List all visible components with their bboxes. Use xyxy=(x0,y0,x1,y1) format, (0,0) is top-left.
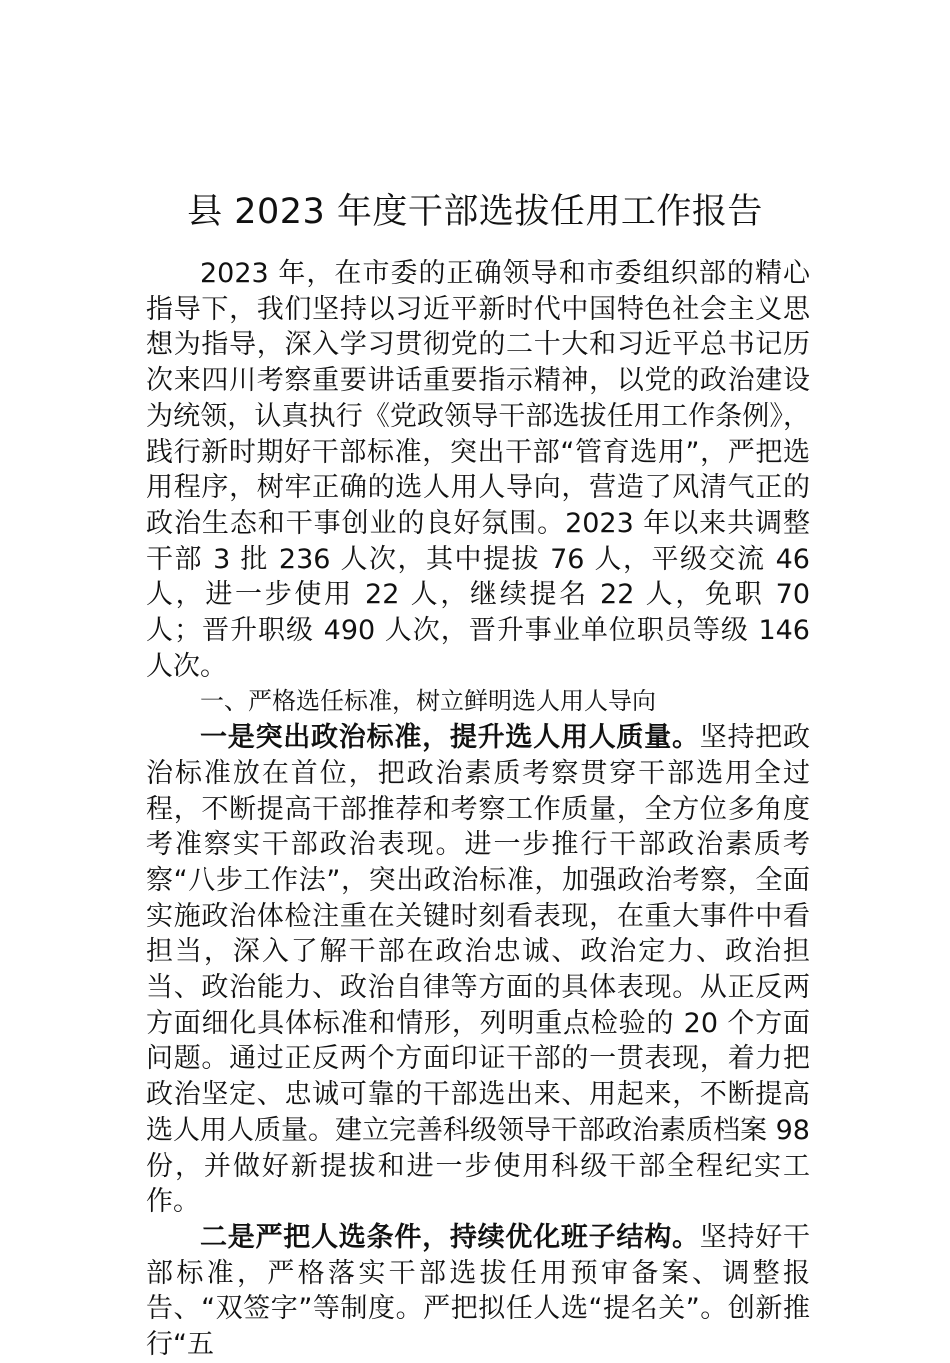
point-2-body: 坚持好干部标准，严格落实干部选拔任用预审备案、调整报告、“双签字”等制度。严把拟任人选“提名关”。创新推行“五 xyxy=(146,1221,811,1361)
point-2-lead: 二是严把人选条件，持续优化班子结构。 xyxy=(200,1221,700,1253)
point-1-paragraph xyxy=(146,720,810,1220)
section-heading: 一、严格选任标准，树立鲜明选人用人导向 xyxy=(200,687,656,716)
document-body xyxy=(146,256,810,1363)
intro-paragraph: 2023 年，在市委的正确领导和市委组织部的精心指导下，我们坚持以习近平新时代中国特色社会主义思想为指导，深入学习贯彻党的二十大和习近平总书记历次来四川考察重要讲话重要指示精神，以党的政治建设为统领，认真执行《党政领导干部选拔任用工作条例》，践行新时期好干部标准，突出干部“管育选用”，严把选用程序，树牢正确的选人用人导向，营造了风清气正的政治生态和干事创业的良好氛围。2023 年以来共调整干部 3 批 236 人次，其中提拔 76 人，平级交流 46 人，进一步使用 22 人，继续提名 22 人，免职 70 人；晋升职级 490 人次，晋升事业单位职员等级 146 人次。 xyxy=(146,258,810,682)
point-1-lead: 一是突出政治标准，提升选人用人质量。 xyxy=(200,722,700,754)
document-title: 县 2023 年度干部选拔任用工作报告 xyxy=(187,192,763,233)
point-1-body: 坚持把政治标准放在首位，把政治素质考察贯穿干部选用全过程，不断提高干部推荐和考察工作质量，全方位多角度考准察实干部政治表现。进一步推行干部政治素质考察“八步工作法”，突出政治标准，加强政治考察，全面实施政治体检注重在关键时刻看表现，在重大事件中看担当，深入了解干部在政治忠诚、政治定力、政治担当、政治能力、政治自律等方面的具体表现。从正反两方面细化具体标准和情形，列明重点检验的 20 个方面问题。通过正反两个方面印证干部的一贯表现，着力把政治坚定、忠诚可靠的干部选出来、用起来，不断提高选人用人质量。建立完善科级领导干部政治素质档案 98 份，并做好新提拔和进一步使用科级干部全程纪实工作。 xyxy=(146,722,811,1218)
point-2-paragraph xyxy=(146,1220,810,1363)
